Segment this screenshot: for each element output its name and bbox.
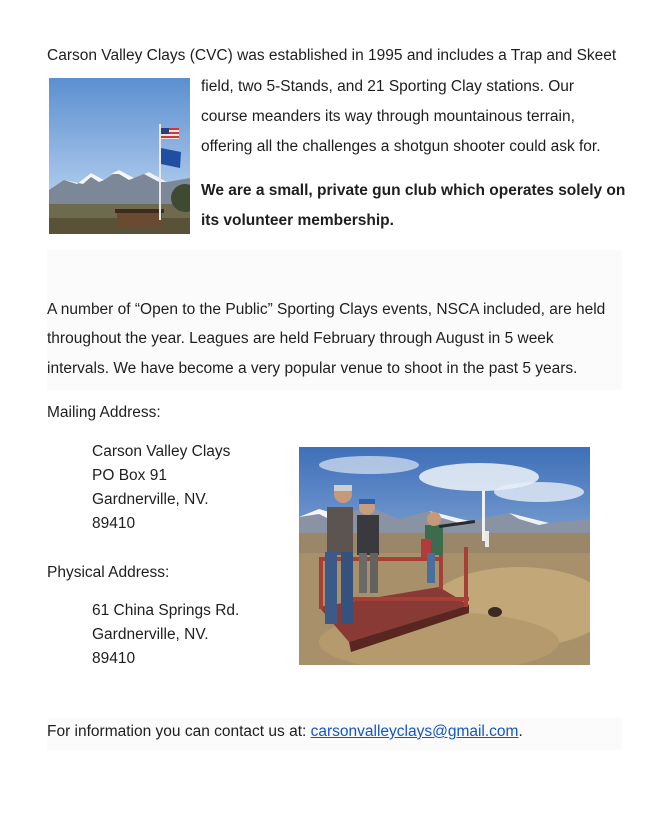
contact-email-link[interactable]: carsonvalleyclays@gmail.com	[310, 723, 519, 740]
physical-street: 61 China Springs Rd.	[92, 602, 240, 619]
intro-line-3: course meanders its way through mountainous terrain,	[201, 108, 575, 125]
contact-prefix: For information you can contact us at:	[47, 723, 311, 740]
mailing-box: PO Box 91	[92, 467, 167, 484]
events-line-1: A number of “Open to the Public” Sporting Clays events, NSCA included, are held	[47, 301, 606, 318]
physical-city: Gardnerville, NV.	[92, 626, 209, 643]
intro-bold-line-1: We are a small, private gun club which operates solely on	[201, 182, 626, 199]
events-line-3: intervals. We have become a very popular venue to shoot in the past 5 years.	[47, 360, 578, 377]
intro-line-1: Carson Valley Clays (CVC) was established in 1995 and includes a Trap and Skeet	[47, 47, 617, 64]
physical-zip: 89410	[92, 650, 136, 667]
contact-suffix: .	[518, 723, 523, 740]
intro-line-4: offering all the challenges a shotgun shooter could ask for.	[201, 138, 601, 155]
events-line-2: throughout the year. Leagues are held February through August in 5 week	[47, 330, 554, 347]
intro-line-2: field, two 5-Stands, and 21 Sporting Clay stations. Our	[201, 78, 575, 95]
physical-address-heading: Physical Address:	[47, 564, 170, 581]
mailing-name: Carson Valley Clays	[92, 443, 231, 460]
shooters-platform-photo	[299, 447, 590, 665]
mailing-city: Gardnerville, NV.	[92, 491, 209, 508]
flags-mountains-photo	[49, 78, 190, 234]
mailing-zip: 89410	[92, 515, 136, 532]
mailing-address-heading: Mailing Address:	[47, 404, 161, 421]
contact-line	[47, 722, 523, 742]
intro-bold-line-2: its volunteer membership.	[201, 212, 394, 229]
